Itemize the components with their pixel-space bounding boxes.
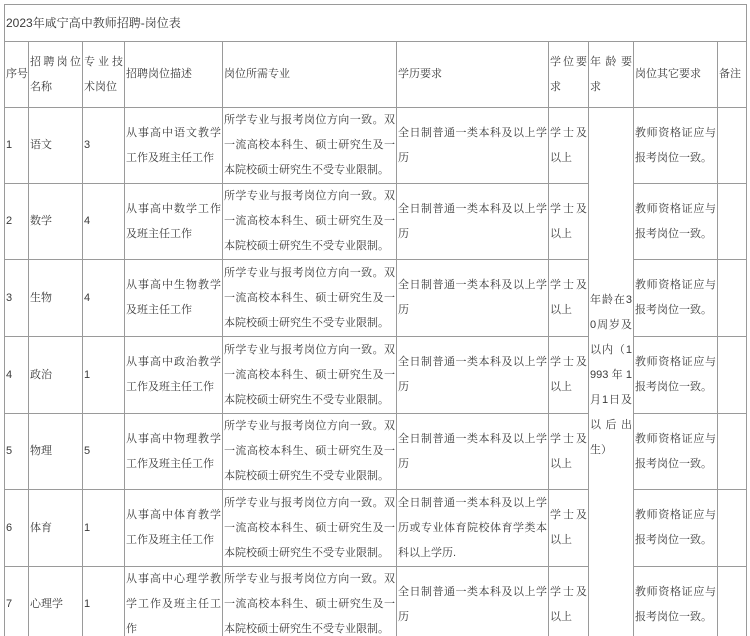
cell-major: 所学专业与报考岗位方向一致。双一流高校本科生、硕士研究生及一本院校硕士研究生不受专业限制。 [223, 490, 397, 567]
cell-no: 2 [5, 184, 29, 260]
header-degree: 学位要求 [549, 42, 589, 108]
table-row [5, 414, 747, 490]
cell-tech-post: 5 [83, 414, 125, 490]
cell-other: 教师资格证应与报考岗位一致。 [634, 490, 718, 567]
table-row [5, 490, 747, 567]
cell-tech-post: 4 [83, 184, 125, 260]
cell-degree: 学士及以上 [549, 490, 589, 567]
cell-position-name: 政治 [29, 337, 83, 414]
cell-description: 从事高中物理教学工作及班主任工作 [125, 414, 223, 490]
table-row [5, 260, 747, 337]
cell-education: 全日制普通一类本科及以上学历 [397, 184, 549, 260]
table-row [5, 108, 747, 184]
cell-note [718, 184, 747, 260]
cell-degree: 学士及以上 [549, 108, 589, 184]
cell-note [718, 337, 747, 414]
header-other: 岗位其它要求 [634, 42, 718, 108]
cell-other: 教师资格证应与报考岗位一致。 [634, 184, 718, 260]
cell-no: 3 [5, 260, 29, 337]
cell-tech-post: 1 [83, 490, 125, 567]
cell-age-requirement: 年龄在30周岁及以内（1993年1月1日及以后出生） [589, 108, 634, 636]
header-tech-post: 专业技术岗位 [83, 42, 125, 108]
cell-other: 教师资格证应与报考岗位一致。 [634, 567, 718, 636]
cell-description: 从事高中心理学教学工作及班主任工作 [125, 567, 223, 636]
header-description: 招聘岗位描述 [125, 42, 223, 108]
header-major: 岗位所需专业 [223, 42, 397, 108]
cell-position-name: 数学 [29, 184, 83, 260]
cell-description: 从事高中语文教学工作及班主任工作 [125, 108, 223, 184]
table-row [5, 567, 747, 636]
cell-tech-post: 1 [83, 337, 125, 414]
cell-position-name: 体育 [29, 490, 83, 567]
page-title: 2023年咸宁高中教师招聘-岗位表 [5, 5, 747, 42]
cell-education: 全日制普通一类本科及以上学历 [397, 414, 549, 490]
cell-position-name: 物理 [29, 414, 83, 490]
cell-no: 5 [5, 414, 29, 490]
cell-major: 所学专业与报考岗位方向一致。双一流高校本科生、硕士研究生及一本院校硕士研究生不受专业限制。 [223, 337, 397, 414]
cell-major: 所学专业与报考岗位方向一致。双一流高校本科生、硕士研究生及一本院校硕士研究生不受专业限制。 [223, 260, 397, 337]
header-row [5, 42, 747, 108]
cell-tech-post: 4 [83, 260, 125, 337]
cell-degree: 学士及以上 [549, 184, 589, 260]
cell-major: 所学专业与报考岗位方向一致。双一流高校本科生、硕士研究生及一本院校硕士研究生不受专业限制。 [223, 567, 397, 636]
cell-description: 从事高中数学工作及班主任工作 [125, 184, 223, 260]
cell-note [718, 414, 747, 490]
header-age: 年龄要求 [589, 42, 634, 108]
cell-note [718, 567, 747, 636]
cell-description: 从事高中生物教学及班主任工作 [125, 260, 223, 337]
cell-tech-post: 3 [83, 108, 125, 184]
cell-no: 4 [5, 337, 29, 414]
cell-degree: 学士及以上 [549, 414, 589, 490]
cell-description: 从事高中体育教学工作及班主任工作 [125, 490, 223, 567]
cell-description: 从事高中政治教学工作及班主任工作 [125, 337, 223, 414]
title-row [5, 5, 747, 42]
header-education: 学历要求 [397, 42, 549, 108]
cell-no: 6 [5, 490, 29, 567]
cell-position-name: 心理学 [29, 567, 83, 636]
header-position-name: 招聘岗位名称 [29, 42, 83, 108]
job-position-table [4, 4, 747, 636]
cell-position-name: 生物 [29, 260, 83, 337]
cell-degree: 学士及以上 [549, 337, 589, 414]
cell-degree: 学士及以上 [549, 567, 589, 636]
cell-no: 1 [5, 108, 29, 184]
cell-education: 全日制普通一类本科及以上学历 [397, 567, 549, 636]
cell-note [718, 260, 747, 337]
cell-major: 所学专业与报考岗位方向一致。双一流高校本科生、硕士研究生及一本院校硕士研究生不受专业限制。 [223, 414, 397, 490]
cell-major: 所学专业与报考岗位方向一致。双一流高校本科生、硕士研究生及一本院校硕士研究生不受专业限制。 [223, 108, 397, 184]
header-note: 备注 [718, 42, 747, 108]
cell-position-name: 语文 [29, 108, 83, 184]
cell-other: 教师资格证应与报考岗位一致。 [634, 108, 718, 184]
cell-education: 全日制普通一类本科及以上学历 [397, 108, 549, 184]
header-no: 序号 [5, 42, 29, 108]
table-row [5, 337, 747, 414]
cell-other: 教师资格证应与报考岗位一致。 [634, 260, 718, 337]
cell-note [718, 490, 747, 567]
cell-other: 教师资格证应与报考岗位一致。 [634, 337, 718, 414]
cell-no: 7 [5, 567, 29, 636]
cell-degree: 学士及以上 [549, 260, 589, 337]
cell-note [718, 108, 747, 184]
cell-tech-post: 1 [83, 567, 125, 636]
cell-education: 全日制普通一类本科及以上学历 [397, 260, 549, 337]
cell-major: 所学专业与报考岗位方向一致。双一流高校本科生、硕士研究生及一本院校硕士研究生不受专业限制。 [223, 184, 397, 260]
table-row [5, 184, 747, 260]
cell-education: 全日制普通一类本科及以上学历 [397, 337, 549, 414]
cell-education: 全日制普通一类本科及以上学历或专业体育院校体育学类本科以上学历. [397, 490, 549, 567]
cell-other: 教师资格证应与报考岗位一致。 [634, 414, 718, 490]
